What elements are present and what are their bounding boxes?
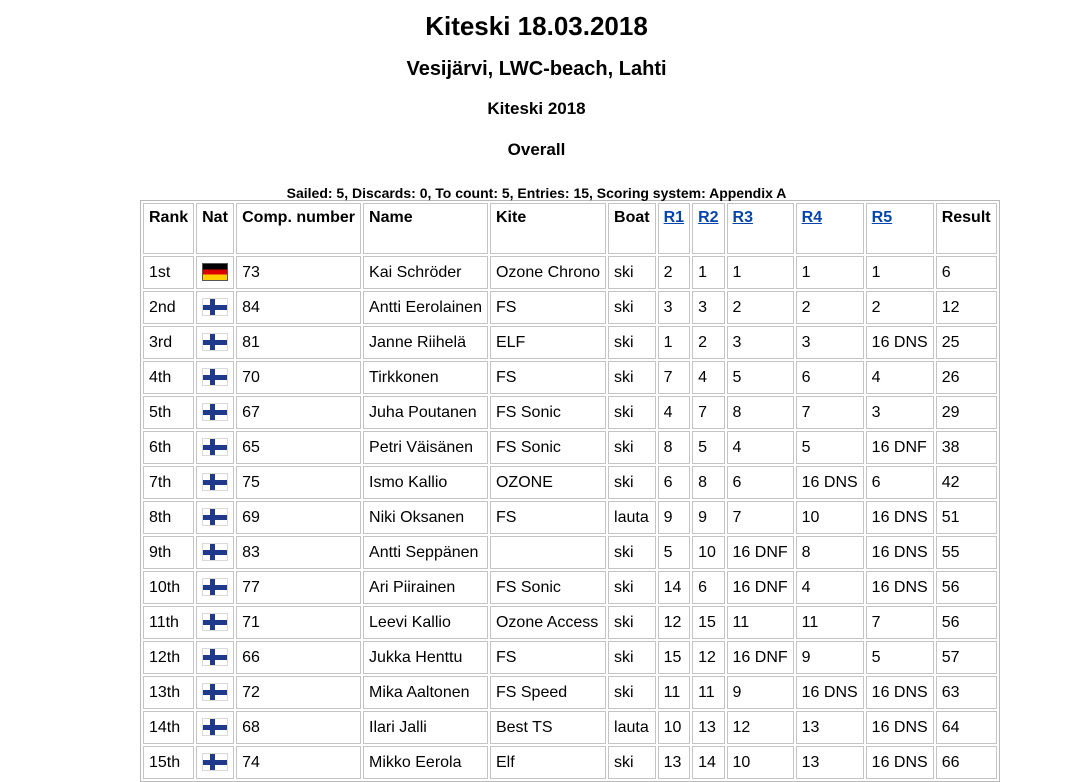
cell-nat: [196, 431, 234, 464]
race-5-link[interactable]: R5: [871, 209, 893, 226]
cell-kite: FS Sonic: [490, 396, 606, 429]
cell-r2: 9: [692, 501, 724, 534]
header-name: Name: [363, 203, 488, 254]
cell-r3: 5: [727, 361, 794, 394]
flag-finland-icon: [202, 368, 228, 386]
cell-r5: 16 DNS: [866, 571, 934, 604]
cell-r4: 6: [796, 361, 864, 394]
cell-comp: 71: [236, 606, 361, 639]
cell-r5: 16 DNS: [866, 326, 934, 359]
cell-boat: ski: [608, 256, 656, 289]
cell-boat: ski: [608, 536, 656, 569]
cell-r3: 2: [727, 291, 794, 324]
cell-r2: 15: [692, 606, 724, 639]
cell-rank: 11th: [143, 606, 194, 639]
cell-r1: 14: [658, 571, 690, 604]
cell-name: Antti Seppänen: [363, 536, 488, 569]
cell-r3: 6: [727, 466, 794, 499]
cell-result: 55: [936, 536, 997, 569]
cell-result: 51: [936, 501, 997, 534]
cell-r4: 13: [796, 746, 864, 779]
cell-comp: 72: [236, 676, 361, 709]
cell-result: 56: [936, 606, 997, 639]
cell-r5: 6: [866, 466, 934, 499]
cell-result: 63: [936, 676, 997, 709]
cell-rank: 14th: [143, 711, 194, 744]
cell-r1: 7: [658, 361, 690, 394]
cell-kite: [490, 536, 606, 569]
cell-r5: 7: [866, 606, 934, 639]
cell-comp: 84: [236, 291, 361, 324]
cell-r3: 16 DNF: [727, 641, 794, 674]
cell-r5: 16 DNS: [866, 536, 934, 569]
cell-name: Jukka Henttu: [363, 641, 488, 674]
cell-kite: Ozone Chrono: [490, 256, 606, 289]
cell-comp: 81: [236, 326, 361, 359]
cell-name: Ari Piirainen: [363, 571, 488, 604]
cell-r3: 3: [727, 326, 794, 359]
cell-kite: ELF: [490, 326, 606, 359]
cell-kite: FS Speed: [490, 676, 606, 709]
header-kite: Kite: [490, 203, 606, 254]
cell-r3: 10: [727, 746, 794, 779]
header-r2: [692, 203, 724, 254]
cell-comp: 83: [236, 536, 361, 569]
cell-r1: 9: [658, 501, 690, 534]
cell-nat: [196, 326, 234, 359]
cell-r1: 11: [658, 676, 690, 709]
cell-r5: 16 DNS: [866, 711, 934, 744]
cell-r4: 3: [796, 326, 864, 359]
cell-nat: [196, 466, 234, 499]
cell-r3: 1: [727, 256, 794, 289]
header-result: Result: [936, 203, 997, 254]
table-row: [143, 606, 997, 639]
cell-rank: 6th: [143, 431, 194, 464]
race-2-link[interactable]: R2: [698, 209, 719, 226]
event-heading: Kiteski 2018: [487, 99, 586, 118]
cell-comp: 69: [236, 501, 361, 534]
cell-r4: 9: [796, 641, 864, 674]
cell-r4: 8: [796, 536, 864, 569]
cell-comp: 65: [236, 431, 361, 464]
cell-kite: FS: [490, 501, 606, 534]
cell-nat: [196, 641, 234, 674]
table-row: [143, 501, 997, 534]
cell-name: Juha Poutanen: [363, 396, 488, 429]
cell-r5: 16 DNF: [866, 431, 934, 464]
cell-r5: 16 DNS: [866, 501, 934, 534]
cell-r5: 16 DNS: [866, 676, 934, 709]
cell-r1: 2: [658, 256, 690, 289]
cell-boat: ski: [608, 396, 656, 429]
cell-nat: [196, 396, 234, 429]
table-row: [143, 256, 997, 289]
cell-boat: ski: [608, 431, 656, 464]
flag-finland-icon: [202, 648, 228, 666]
cell-kite: OZONE: [490, 466, 606, 499]
cell-r4: 2: [796, 291, 864, 324]
cell-nat: [196, 606, 234, 639]
cell-rank: 10th: [143, 571, 194, 604]
cell-rank: 8th: [143, 501, 194, 534]
flag-finland-icon: [202, 333, 228, 351]
table-row: [143, 466, 997, 499]
cell-name: Leevi Kallio: [363, 606, 488, 639]
division-heading: Overall: [507, 140, 566, 159]
table-row: [143, 396, 997, 429]
page-title: Kiteski 18.03.2018: [425, 11, 648, 41]
header-r3: [727, 203, 794, 254]
cell-comp: 73: [236, 256, 361, 289]
cell-kite: Elf: [490, 746, 606, 779]
cell-r2: 8: [692, 466, 724, 499]
cell-rank: 13th: [143, 676, 194, 709]
cell-kite: FS: [490, 361, 606, 394]
cell-r2: 11: [692, 676, 724, 709]
flag-finland-icon: [202, 718, 228, 736]
cell-rank: 2nd: [143, 291, 194, 324]
flag-finland-icon: [202, 613, 228, 631]
cell-kite: FS Sonic: [490, 571, 606, 604]
cell-nat: [196, 676, 234, 709]
cell-rank: 1st: [143, 256, 194, 289]
cell-r3: 4: [727, 431, 794, 464]
cell-kite: FS: [490, 291, 606, 324]
cell-r3: 11: [727, 606, 794, 639]
table-row: [143, 676, 997, 709]
cell-r5: 3: [866, 396, 934, 429]
header-nat: Nat: [196, 203, 234, 254]
race-4-link[interactable]: R4: [801, 209, 823, 226]
cell-result: 26: [936, 361, 997, 394]
cell-r5: 1: [866, 256, 934, 289]
series-summary: Sailed: 5, Discards: 0, To count: 5, Entries: 15, Scoring system: Appendix A: [286, 185, 787, 201]
race-3-link[interactable]: R3: [732, 209, 753, 226]
cell-r2: 7: [692, 396, 724, 429]
flag-finland-icon: [202, 438, 228, 456]
cell-rank: 3rd: [143, 326, 194, 359]
cell-result: 57: [936, 641, 997, 674]
cell-r5: 5: [866, 641, 934, 674]
cell-r4: 11: [796, 606, 864, 639]
table-row: [143, 711, 997, 744]
cell-r1: 8: [658, 431, 690, 464]
flag-finland-icon: [202, 578, 228, 596]
cell-rank: 9th: [143, 536, 194, 569]
flag-finland-icon: [202, 298, 228, 316]
cell-r3: 16 DNF: [727, 536, 794, 569]
cell-boat: ski: [608, 466, 656, 499]
cell-comp: 74: [236, 746, 361, 779]
header-r1: [658, 203, 690, 254]
cell-boat: lauta: [608, 501, 656, 534]
cell-r4: 7: [796, 396, 864, 429]
cell-r4: 1: [796, 256, 864, 289]
cell-nat: [196, 571, 234, 604]
cell-result: 29: [936, 396, 997, 429]
cell-name: Tirkkonen: [363, 361, 488, 394]
header-row: [143, 203, 997, 254]
cell-nat: [196, 711, 234, 744]
cell-name: Mika Aaltonen: [363, 676, 488, 709]
cell-result: 38: [936, 431, 997, 464]
cell-boat: ski: [608, 571, 656, 604]
cell-r2: 13: [692, 711, 724, 744]
cell-r1: 10: [658, 711, 690, 744]
cell-boat: lauta: [608, 711, 656, 744]
cell-nat: [196, 536, 234, 569]
flag-finland-icon: [202, 403, 228, 421]
cell-name: Janne Riihelä: [363, 326, 488, 359]
cell-comp: 67: [236, 396, 361, 429]
cell-boat: ski: [608, 746, 656, 779]
cell-r1: 1: [658, 326, 690, 359]
cell-nat: [196, 361, 234, 394]
table-row: [143, 571, 997, 604]
cell-kite: FS: [490, 641, 606, 674]
header-boat: Boat: [608, 203, 656, 254]
table-row: [143, 361, 997, 394]
cell-r1: 6: [658, 466, 690, 499]
cell-r4: 10: [796, 501, 864, 534]
cell-r5: 16 DNS: [866, 746, 934, 779]
header-comp-number: Comp. number: [236, 203, 361, 254]
cell-r3: 9: [727, 676, 794, 709]
cell-result: 66: [936, 746, 997, 779]
cell-comp: 66: [236, 641, 361, 674]
cell-kite: FS Sonic: [490, 431, 606, 464]
cell-name: Antti Eerolainen: [363, 291, 488, 324]
cell-nat: [196, 501, 234, 534]
header-r4: [796, 203, 864, 254]
cell-r2: 6: [692, 571, 724, 604]
table-row: [143, 746, 997, 779]
table-row: [143, 431, 997, 464]
flag-finland-icon: [202, 683, 228, 701]
cell-rank: 7th: [143, 466, 194, 499]
header-rank: Rank: [143, 203, 194, 254]
cell-r2: 5: [692, 431, 724, 464]
table-row: [143, 291, 997, 324]
cell-name: Petri Väisänen: [363, 431, 488, 464]
cell-result: 64: [936, 711, 997, 744]
cell-r2: 12: [692, 641, 724, 674]
cell-name: Ismo Kallio: [363, 466, 488, 499]
cell-result: 12: [936, 291, 997, 324]
cell-r4: 4: [796, 571, 864, 604]
cell-r2: 1: [692, 256, 724, 289]
flag-germany-icon: [202, 263, 228, 281]
cell-r2: 14: [692, 746, 724, 779]
cell-rank: 12th: [143, 641, 194, 674]
table-row: [143, 641, 997, 674]
cell-rank: 15th: [143, 746, 194, 779]
results-body: [143, 256, 997, 779]
cell-r4: 16 DNS: [796, 676, 864, 709]
results-table: [140, 200, 1000, 782]
cell-r2: 3: [692, 291, 724, 324]
cell-r5: 4: [866, 361, 934, 394]
cell-kite: Ozone Access: [490, 606, 606, 639]
cell-r2: 10: [692, 536, 724, 569]
cell-r3: 12: [727, 711, 794, 744]
cell-result: 6: [936, 256, 997, 289]
flag-finland-icon: [202, 543, 228, 561]
cell-r2: 4: [692, 361, 724, 394]
cell-comp: 77: [236, 571, 361, 604]
cell-name: Kai Schröder: [363, 256, 488, 289]
cell-rank: 5th: [143, 396, 194, 429]
cell-r4: 5: [796, 431, 864, 464]
cell-result: 56: [936, 571, 997, 604]
cell-comp: 70: [236, 361, 361, 394]
cell-r4: 16 DNS: [796, 466, 864, 499]
cell-comp: 68: [236, 711, 361, 744]
cell-r3: 7: [727, 501, 794, 534]
flag-finland-icon: [202, 753, 228, 771]
cell-nat: [196, 291, 234, 324]
cell-r4: 13: [796, 711, 864, 744]
cell-boat: ski: [608, 326, 656, 359]
cell-result: 25: [936, 326, 997, 359]
header-r5: [866, 203, 934, 254]
flag-finland-icon: [202, 508, 228, 526]
table-row: [143, 326, 997, 359]
cell-boat: ski: [608, 641, 656, 674]
cell-nat: [196, 256, 234, 289]
cell-r5: 2: [866, 291, 934, 324]
cell-r3: 8: [727, 396, 794, 429]
cell-r1: 15: [658, 641, 690, 674]
cell-comp: 75: [236, 466, 361, 499]
cell-kite: Best TS: [490, 711, 606, 744]
cell-r3: 16 DNF: [727, 571, 794, 604]
cell-boat: ski: [608, 361, 656, 394]
cell-name: Niki Oksanen: [363, 501, 488, 534]
cell-r1: 13: [658, 746, 690, 779]
cell-boat: ski: [608, 606, 656, 639]
cell-nat: [196, 746, 234, 779]
venue-heading: Vesijärvi, LWC-beach, Lahti: [406, 58, 667, 80]
cell-r2: 2: [692, 326, 724, 359]
flag-finland-icon: [202, 473, 228, 491]
cell-r1: 12: [658, 606, 690, 639]
cell-name: Ilari Jalli: [363, 711, 488, 744]
cell-boat: ski: [608, 291, 656, 324]
cell-r1: 4: [658, 396, 690, 429]
table-row: [143, 536, 997, 569]
race-1-link[interactable]: R1: [663, 209, 685, 226]
cell-r1: 5: [658, 536, 690, 569]
cell-rank: 4th: [143, 361, 194, 394]
cell-result: 42: [936, 466, 997, 499]
cell-name: Mikko Eerola: [363, 746, 488, 779]
cell-r1: 3: [658, 291, 690, 324]
cell-boat: ski: [608, 676, 656, 709]
